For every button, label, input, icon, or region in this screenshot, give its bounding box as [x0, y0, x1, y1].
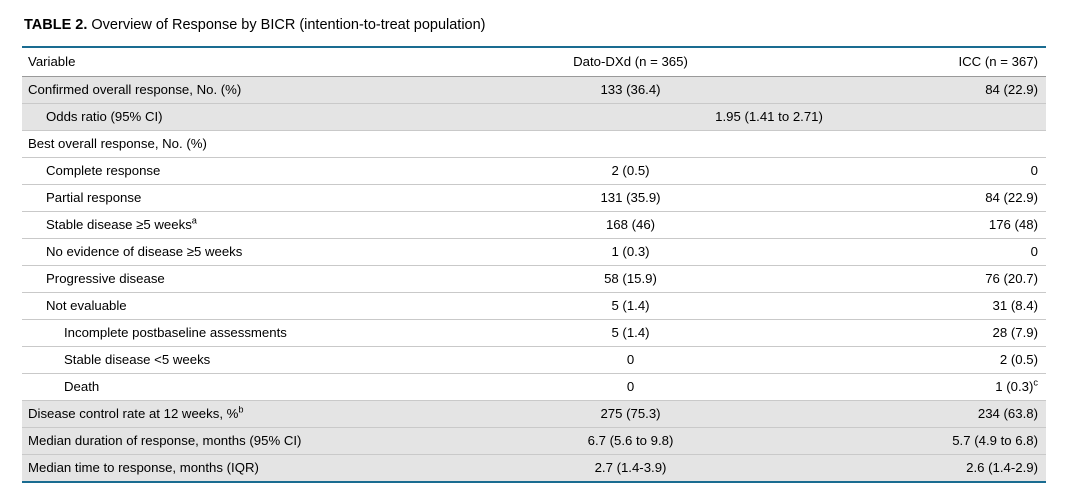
- row-label-text: Progressive disease: [46, 271, 165, 286]
- row-value-datodxd: 5 (1.4): [492, 293, 769, 320]
- row-value-datodxd: 0: [492, 374, 769, 401]
- row-value-icc: [769, 428, 1046, 455]
- table-caption-label: TABLE 2.: [24, 17, 88, 33]
- row-value-icc: [769, 77, 1046, 104]
- table-row: [22, 158, 1046, 185]
- row-value-datodxd: 2.7 (1.4-3.9): [492, 455, 769, 483]
- row-value-icc: [769, 239, 1046, 266]
- row-value-icc-text: 234 (63.8): [977, 406, 1038, 421]
- column-header-datodxd: Dato-DXd (n = 365): [492, 47, 769, 77]
- row-label: [22, 239, 492, 266]
- row-value-icc: [769, 212, 1046, 239]
- row-value-icc: [769, 293, 1046, 320]
- table-row: [22, 347, 1046, 374]
- row-value-datodxd: [492, 131, 769, 158]
- row-label-text: No evidence of disease ≥5 weeks: [46, 244, 243, 259]
- response-overview-table: [22, 46, 1046, 483]
- row-label: [22, 104, 492, 131]
- table-row: [22, 185, 1046, 212]
- footnote-marker: c: [1033, 377, 1038, 388]
- row-value-icc-text: 2 (0.5): [999, 352, 1038, 367]
- row-value-icc-text: 0: [1030, 244, 1038, 259]
- footnote-marker: b: [238, 404, 244, 415]
- row-value-datodxd: 168 (46): [492, 212, 769, 239]
- table-row: [22, 455, 1046, 483]
- row-label-text: Median duration of response, months (95% CI): [28, 433, 302, 448]
- row-label-text: Death: [64, 379, 100, 394]
- row-value-icc-text: 31 (8.4): [992, 298, 1038, 313]
- row-value-icc: [769, 401, 1046, 428]
- table-row: [22, 212, 1046, 239]
- row-value-datodxd: 6.7 (5.6 to 9.8): [492, 428, 769, 455]
- row-value-icc: [769, 158, 1046, 185]
- row-value-icc-text: 176 (48): [988, 217, 1038, 232]
- table-caption: [24, 16, 1046, 34]
- table-row: [22, 266, 1046, 293]
- row-value-datodxd: 58 (15.9): [492, 266, 769, 293]
- row-value-icc-text: 84 (22.9): [985, 190, 1038, 205]
- row-label-text: Complete response: [46, 163, 161, 178]
- row-label: [22, 401, 492, 428]
- row-value-icc-text: 84 (22.9): [985, 82, 1038, 97]
- row-value-icc-text: 1 (0.3): [995, 379, 1034, 394]
- row-label-text: Odds ratio (95% CI): [46, 109, 163, 124]
- row-value-icc: [769, 455, 1046, 483]
- row-label-text: Stable disease ≥5 weeks: [46, 217, 192, 232]
- row-value-datodxd: 0: [492, 347, 769, 374]
- row-label: [22, 266, 492, 293]
- row-label: [22, 320, 492, 347]
- row-value-icc: [769, 347, 1046, 374]
- column-header-variable: Variable: [22, 47, 492, 77]
- row-label: [22, 158, 492, 185]
- row-value-datodxd: 133 (36.4): [492, 77, 769, 104]
- row-value-icc: [769, 320, 1046, 347]
- row-label: [22, 212, 492, 239]
- table-row: [22, 131, 1046, 158]
- row-label: [22, 455, 492, 483]
- row-value-icc: [769, 185, 1046, 212]
- table-row: [22, 104, 1046, 131]
- row-label: [22, 131, 492, 158]
- row-label-text: Not evaluable: [46, 298, 127, 313]
- row-value-icc-text: 0: [1030, 163, 1038, 178]
- row-label-text: Best overall response, No. (%): [28, 136, 207, 151]
- table-row: [22, 320, 1046, 347]
- table-row: [22, 77, 1046, 104]
- row-label: [22, 428, 492, 455]
- row-label: [22, 293, 492, 320]
- row-label: [22, 77, 492, 104]
- table-head: [22, 47, 1046, 77]
- row-value-icc-text: 5.7 (4.9 to 6.8): [952, 433, 1038, 448]
- row-value-icc-text: 2.6 (1.4-2.9): [966, 460, 1038, 475]
- row-value-datodxd: 1 (0.3): [492, 239, 769, 266]
- table-header-row: [22, 47, 1046, 77]
- table-row: [22, 293, 1046, 320]
- row-value-icc-text: 28 (7.9): [992, 325, 1038, 340]
- table-row: [22, 401, 1046, 428]
- row-label: [22, 185, 492, 212]
- row-label-text: Confirmed overall response, No. (%): [28, 82, 242, 97]
- table-row: [22, 239, 1046, 266]
- table-body: [22, 77, 1046, 483]
- row-label-text: Stable disease <5 weeks: [64, 352, 211, 367]
- row-value-datodxd: 5 (1.4): [492, 320, 769, 347]
- row-value-icc-text: 76 (20.7): [985, 271, 1038, 286]
- row-value-datodxd: 131 (35.9): [492, 185, 769, 212]
- row-value-datodxd: 275 (75.3): [492, 401, 769, 428]
- row-value-icc: [769, 374, 1046, 401]
- row-label-text: Median time to response, months (IQR): [28, 460, 259, 475]
- row-label-text: Partial response: [46, 190, 142, 205]
- row-value-icc: [769, 131, 1046, 158]
- row-label: [22, 374, 492, 401]
- table-caption-text: Overview of Response by BICR (intention-to-treat population): [87, 17, 486, 33]
- row-label: [22, 347, 492, 374]
- footnote-marker: a: [191, 215, 197, 226]
- row-value-icc: [769, 266, 1046, 293]
- column-header-icc: ICC (n = 367): [769, 47, 1046, 77]
- row-value-span: 1.95 (1.41 to 2.71): [492, 104, 1046, 131]
- row-label-text: Incomplete postbaseline assessments: [64, 325, 287, 340]
- row-label-text: Disease control rate at 12 weeks, %: [28, 406, 239, 421]
- table-row: [22, 428, 1046, 455]
- row-value-datodxd: 2 (0.5): [492, 158, 769, 185]
- table-row: [22, 374, 1046, 401]
